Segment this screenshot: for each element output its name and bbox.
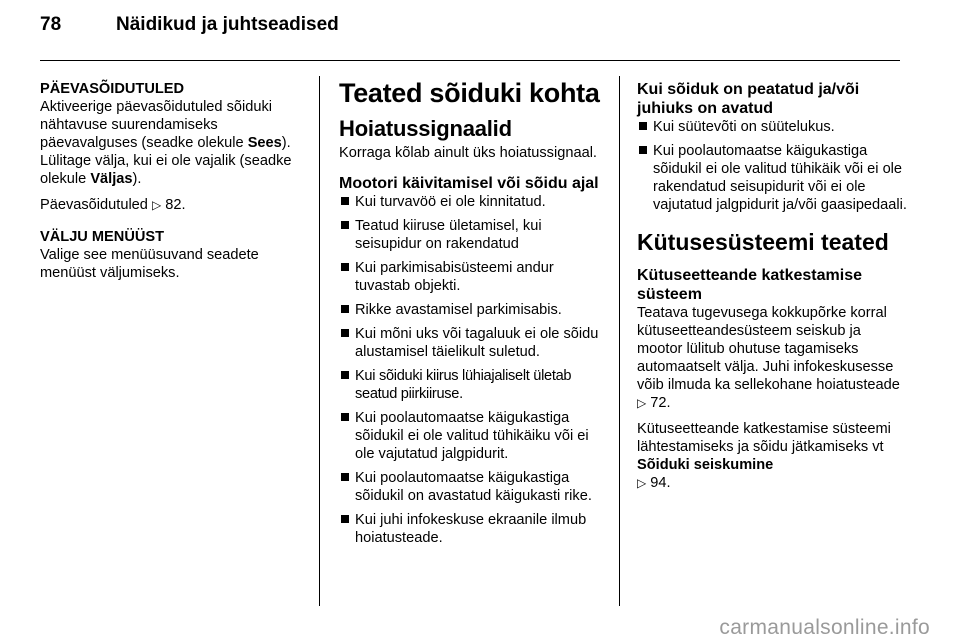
bullet-icon	[341, 413, 349, 421]
bullet-icon	[341, 263, 349, 271]
paragraph: Teatava tugevusega kokkupõrke korral kütuseetteandesüsteem seiskub ja mootor lülitub ohutuse tagamiseks automaatselt välja. Juhi infokeskusesse võib ilmuda ka sellekohane hoiatusteade ▷ 72.	[637, 305, 900, 411]
page-number: 78	[40, 14, 62, 35]
bullet-icon	[341, 473, 349, 481]
bullet-icon	[341, 197, 349, 205]
column-left	[40, 80, 305, 290]
watermark-text: carmanualsonline.info	[719, 616, 930, 639]
column-right	[637, 80, 907, 500]
paragraph: Korraga kõlab ainult üks hoiatussignaal.	[339, 145, 597, 161]
bullet-icon	[341, 515, 349, 523]
subsection-title: Kui sõiduk on peatatud ja/või juhiuks on avatud	[637, 81, 860, 117]
list-item: Kui mõni uks või tagaluuk ei ole sõidu alustamisel täielikult suletud.	[339, 325, 605, 361]
bullet-list	[339, 193, 605, 547]
arrow-ref-icon: ▷	[637, 396, 647, 410]
list-item: Kui juhi infokeskuse ekraanile ilmub hoiatusteade.	[339, 511, 605, 547]
bullet-icon	[639, 146, 647, 154]
section-heading: PÄEVASÕIDUTULED	[40, 81, 185, 97]
chapter-title: Teated sõiduki kohta	[339, 78, 600, 108]
section-heading: VÄLJU MENÜÜST	[40, 229, 165, 245]
paragraph: Kütuseetteande katkestamise süsteemi lähtestamiseks ja sõidu jätkamiseks vt Sõiduki seiskumine ▷ 94.	[637, 421, 891, 491]
subsection-title: Kütuseetteande katkestamise süsteem	[637, 267, 862, 303]
column-divider	[619, 76, 620, 606]
arrow-ref-icon: ▷	[637, 476, 647, 490]
header-rule	[40, 60, 900, 61]
column-divider	[319, 76, 320, 606]
section-title: Hoiatussignaalid	[339, 116, 512, 141]
bullet-icon	[341, 305, 349, 313]
paragraph: Päevasõidutuled ▷ 82.	[40, 197, 186, 213]
list-item: Kui parkimisabisüsteemi andur tuvastab objekti.	[339, 259, 605, 295]
bullet-icon	[341, 221, 349, 229]
paragraph: Valige see menüüsuvand seadete menüüst väljumiseks.	[40, 247, 259, 281]
page-title: Näidikud ja juhtseadised	[116, 14, 339, 35]
bullet-list	[637, 118, 907, 214]
paragraph: Aktiveerige päevasõidutuled sõiduki nähtavuse suurendamiseks päevavalguses (seadke olekule Sees). Lülitage välja, kui ei ole vajalik (seadke olekule Väljas).	[40, 99, 292, 187]
list-item: Kui süütevõti on süütelukus.	[637, 118, 907, 136]
arrow-ref-icon: ▷	[151, 198, 162, 212]
list-item: Teatud kiiruse ületamisel, kui seisupidur on rakendatud	[339, 217, 605, 253]
column-middle	[339, 74, 605, 553]
list-item: Kui poolautomaatse käigukastiga sõidukil on avastatud käigukasti rike.	[339, 469, 605, 505]
subsection-title: Mootori käivitamisel või sõidu ajal	[339, 175, 599, 192]
section-title: Kütusesüsteemi teated	[637, 229, 889, 255]
bullet-icon	[341, 329, 349, 337]
list-item: Kui poolautomaatse käigukastiga sõidukil ei ole valitud tühikäik või ei ole rakendatud seisupidurit või ei ole vajutatud jalgpidurit ja/või gaasipedaali.	[637, 142, 907, 214]
list-item: Kui turvavöö ei ole kinnitatud.	[339, 193, 605, 211]
page-header	[40, 14, 339, 36]
list-item: Kui poolautomaatse käigukastiga sõidukil ei ole valitud tühikäiku või ei ole vajutatud jalgpidurit.	[339, 409, 605, 463]
bullet-icon	[639, 122, 647, 130]
bullet-icon	[341, 371, 349, 379]
list-item: Rikke avastamisel parkimisabis.	[339, 301, 605, 319]
list-item: Kui sõiduki kiirus lühiajaliselt ületab seatud piirkiiruse.	[339, 367, 605, 403]
